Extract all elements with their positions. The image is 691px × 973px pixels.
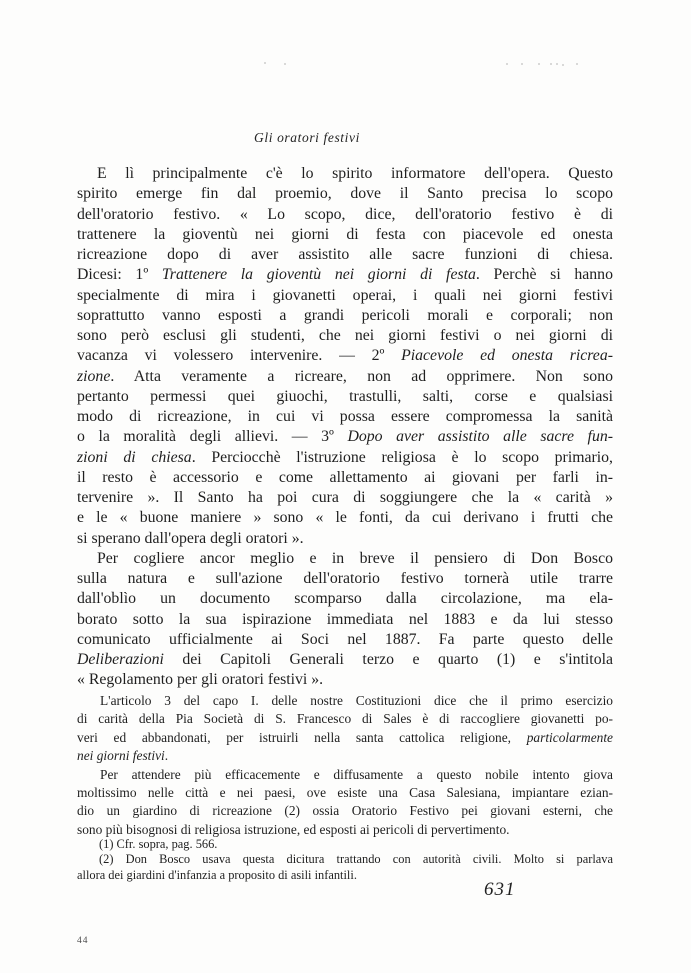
scan-speck <box>284 63 286 65</box>
text-line: (1) Cfr. sopra, pag. 566. <box>99 837 218 851</box>
running-header: Gli oratori festivi <box>254 130 360 145</box>
text-line: Dicesi: 1º Trattenere la gioventù nei giorni di festa. Perchè si hanno <box>77 266 613 284</box>
footnotes-block <box>77 837 613 883</box>
text-line: dell'oratorio festivo. « Lo scopo, dice, dell'oratorio festivo è di <box>77 205 613 223</box>
text-line: borato sotto la sua ispirazione immediata nel 1883 e da lui stesso <box>77 610 613 628</box>
text-line: E lì principalmente c'è lo spirito informatore dell'opera. Questo <box>97 165 613 182</box>
text-line: sono però esclusi gli studenti, che nei giorni festivi o nei giorni di <box>77 327 613 344</box>
text-line: di carità della Pia Società di S. Francesco di Sales è di raccogliere giovanetti po- <box>77 711 613 727</box>
text-line: Per attendere più efficacemente e diffusamente a questo nobile intento giova <box>100 766 613 782</box>
text-line: vacanza vi volessero intervenire. — 2º Piacevole ed onesta ricrea- <box>77 347 613 365</box>
scan-speck <box>538 63 540 65</box>
text-line: modo di ricreazione, in cui vi possa essere compromessa la sanità <box>77 408 613 425</box>
text-line: tervenire ». Il Santo ha poi cura di soggiungere che la « carità » <box>77 489 613 506</box>
text-line: spirito emerge fin dal proemio, dove il Santo precisa lo scopo <box>77 185 613 203</box>
text-line: ricreazione dopo di aver assistito alle sacre funzioni di chiesa. <box>77 246 613 263</box>
text-line: « Regolamento per gli oratori festivi ». <box>77 671 324 689</box>
footnote-1 <box>77 837 613 852</box>
text-line: veri ed abbandonati, per istruirli nella santa cattolica religione, particolarmente <box>77 729 613 745</box>
scan-speck <box>506 63 508 65</box>
scan-speck <box>576 63 578 65</box>
text-line: si sperano dall'opera degli oratori ». <box>77 529 304 547</box>
text-line: sulla natura e sull'azione dell'oratorio festivo tornerà utile trarre <box>77 570 613 587</box>
text-line: L'articolo 3 del capo I. delle nostre Costituzioni dice che il primo esercizio <box>100 693 613 708</box>
quote-text-block <box>77 692 613 839</box>
scan-speck <box>264 62 266 64</box>
text-line: soprattutto vanno esposti a grandi pericoli morali e corporali; non <box>77 306 613 324</box>
main-text-block <box>77 164 613 691</box>
text-line: e le « buone maniere » sono « le fonti, da cui derivano i frutti che <box>77 509 613 527</box>
paragraph-2 <box>77 549 613 691</box>
text-line: o la moralità degli allievi. — 3º Dopo aver assistito alle sacre fun- <box>77 428 613 446</box>
scan-speck <box>550 63 552 65</box>
scan-speck <box>562 64 564 66</box>
paragraph-1 <box>77 164 613 549</box>
text-line: zione. Atta veramente a ricreare, non ad opprimere. Non sono <box>77 367 613 385</box>
text-line: dall'oblìo un documento scomparso dalla circolazione, ma ela- <box>77 590 613 608</box>
text-line: comunicato ufficialmente ai Soci nel 1887. Fa parte questo delle <box>77 630 613 648</box>
text-line: sono più bisognosi di religiosa istruzione, ed esposti ai pericoli di pervertimento. <box>77 821 510 837</box>
signature-mark: 44 <box>77 936 89 946</box>
text-line: moltissimo nelle città e nei paesi, ove esiste una Casa Salesiana, impiantare ezian- <box>77 785 613 801</box>
text-line: zioni di chiesa. Perciocchè l'istruzione religiosa è lo scopo primario, <box>77 448 613 466</box>
text-line: Deliberazioni dei Capitoli Generali terzo e quarto (1) e s'intitola <box>77 651 613 668</box>
text-line: Per cogliere ancor meglio e in breve il pensiero di Don Bosco <box>97 549 613 567</box>
text-line: dio un giardino di ricreazione (2) ossia Oratorio Festivo pei giovani esterni, che <box>77 803 613 819</box>
scan-speck <box>556 63 558 65</box>
quote-paragraph-2 <box>77 766 613 840</box>
text-line: il resto è accessorio e come allettamento ai giovani per farli in- <box>77 468 613 486</box>
text-line: pertanto permessi quei giuochi, trastulli, salti, corse e qualsiasi <box>77 387 613 405</box>
text-line: trattenere la gioventù nei giorni di festa con piacevole ed onesta <box>77 225 613 243</box>
scan-speck <box>521 63 523 65</box>
footnote-2 <box>77 852 613 883</box>
page-number: 631 <box>484 879 516 900</box>
text-line: specialmente di mira i giovanetti operai, i quali nei giorni festivi <box>77 286 613 304</box>
text-line: nei giorni festivi. <box>77 748 169 764</box>
quote-paragraph-1 <box>77 692 613 766</box>
text-line: (2) Don Bosco usava questa dicitura trattando con autorità civili. Molto si parlava <box>99 852 613 867</box>
text-line: allora dei giardini d'infanzia a proposito di asili infantili. <box>77 867 357 882</box>
